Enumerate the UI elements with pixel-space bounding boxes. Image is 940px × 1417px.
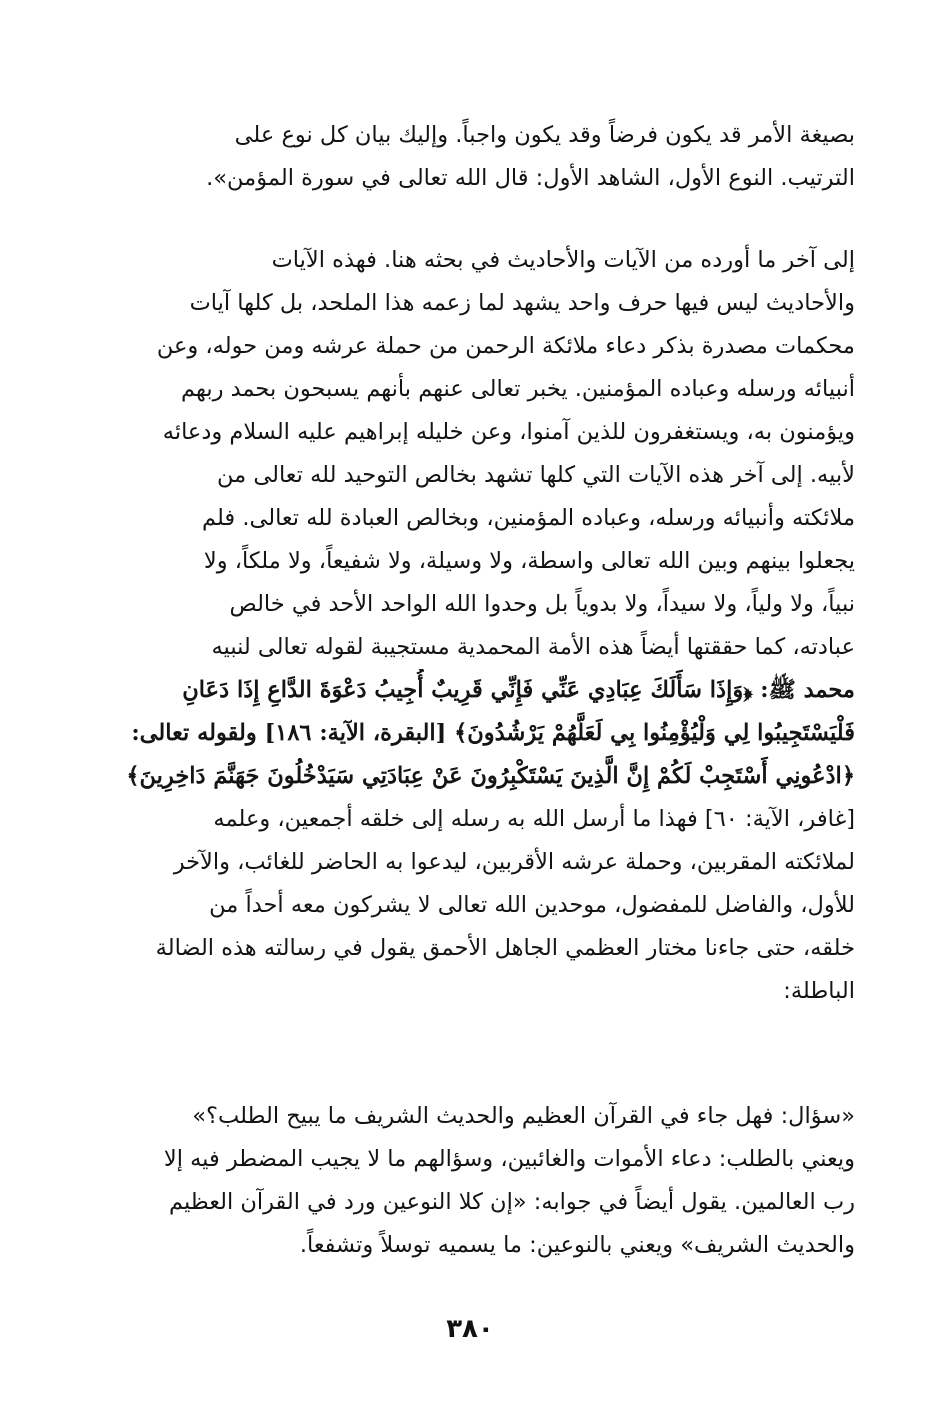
text-line: عبادته، كما حققتها أيضاً هذه الأمة المحمدية مستجيبة لقوله تعالى لنبيه bbox=[211, 634, 855, 660]
text-line: خلقه، حتى جاءنا مختار العظمي الجاهل الأحمق يقول في رسالته هذه الضالة bbox=[155, 935, 855, 961]
text-line: الباطلة: bbox=[783, 978, 855, 1004]
text-line: للأول، والفاضل للمفضول، موحدين الله تعالى لا يشركون معه أحداً من bbox=[209, 892, 855, 918]
text-line: والحديث الشريف» ويعني بالنوعين: ما يسميه توسلاً وتشفعاً. bbox=[299, 1232, 855, 1258]
paragraph-2 bbox=[80, 239, 855, 1013]
text-line: والأحاديث ليس فيها حرف واحد يشهد لما زعمه هذا الملحد، بل كلها آيات bbox=[189, 290, 855, 316]
text-line: [غافر، الآية: ٦٠] فهذا ما أرسل الله به رسله إلى خلقه أجمعين، وعلمه bbox=[213, 806, 855, 832]
text-line: أنبيائه ورسله وعباده المؤمنين. يخبر تعالى عنهم بأنهم يسبحون بحمد ربهم bbox=[180, 376, 855, 402]
paragraph-1 bbox=[80, 114, 855, 200]
text-line: إلى آخر ما أورده من الآيات والأحاديث في بحثه هنا. فهذه الآيات bbox=[271, 247, 855, 273]
text-line: لملائكته المقربين، وحملة عرشه الأقربين، ليدعوا به الحاضر للغائب، والآخر bbox=[173, 849, 855, 875]
page-number: ٣٨٠ bbox=[446, 1314, 494, 1344]
text-line: نبياً، ولا ولياً، ولا سيداً، ولا بدوياً بل وحدوا الله الواحد الأحد في خالص bbox=[229, 591, 855, 617]
quran-verse-line: ﴿ادْعُونِي أَسْتَجِبْ لَكُمْ إِنَّ الَّذِينَ يَسْتَكْبِرُونَ عَنْ عِبَادَتِي سَيَدْخُلُونَ جَهَنَّمَ دَاخِرِينَ﴾ bbox=[126, 763, 855, 789]
text-line: رب العالمين. يقول أيضاً في جوابه: «إن كلا النوعين ورد في القرآن العظيم bbox=[169, 1189, 855, 1215]
text-line: ويؤمنون به، ويستغفرون للذين آمنوا، وعن خليله إبراهيم عليه السلام ودعائه bbox=[162, 419, 855, 445]
text-line: لأبيه. إلى آخر هذه الآيات التي كلها تشهد بخالص التوحيد لله تعالى من bbox=[217, 462, 855, 488]
quran-verse-line: محمد ﷺ: ﴿وَإِذَا سَأَلَكَ عِبَادِي عَنِّي فَإِنِّي قَرِيبٌ أُجِيبُ دَعْوَةَ الدَّاعِ إِذَا دَعَانِ bbox=[182, 677, 855, 703]
text-line: «سؤال: فهل جاء في القرآن العظيم والحديث الشريف ما يبيح الطلب؟» bbox=[192, 1103, 855, 1129]
text-line: يجعلوا بينهم وبين الله تعالى واسطة، ولا وسيلة، ولا شفيعاً، ولا ملكاً، ولا bbox=[203, 548, 855, 574]
text-line: بصيغة الأمر قد يكون فرضاً وقد يكون واجباً. وإليك بيان كل نوع على bbox=[234, 122, 855, 148]
paragraph-3 bbox=[80, 1095, 855, 1267]
quran-verse-line: فَلْيَسْتَجِيبُوا لِي وَلْيُؤْمِنُوا بِي لَعَلَّهُمْ يَرْشُدُونَ﴾ [البقرة، الآية: ١٨٦] ولقوله تعالى: bbox=[131, 720, 855, 746]
text-line: ويعني بالطلب: دعاء الأموات والغائبين، وسؤالهم ما لا يجيب المضطر فيه إلا bbox=[163, 1146, 855, 1172]
text-line: ملائكته وأنبيائه ورسله، وعباده المؤمنين، وبخالص العبادة لله تعالى. فلم bbox=[201, 505, 855, 531]
text-line: محكمات مصدرة بذكر دعاء ملائكة الرحمن من حملة عرشه ومن حوله، وعن bbox=[156, 333, 855, 359]
text-line: الترتيب. النوع الأول، الشاهد الأول: قال الله تعالى في سورة المؤمن». bbox=[206, 165, 855, 191]
